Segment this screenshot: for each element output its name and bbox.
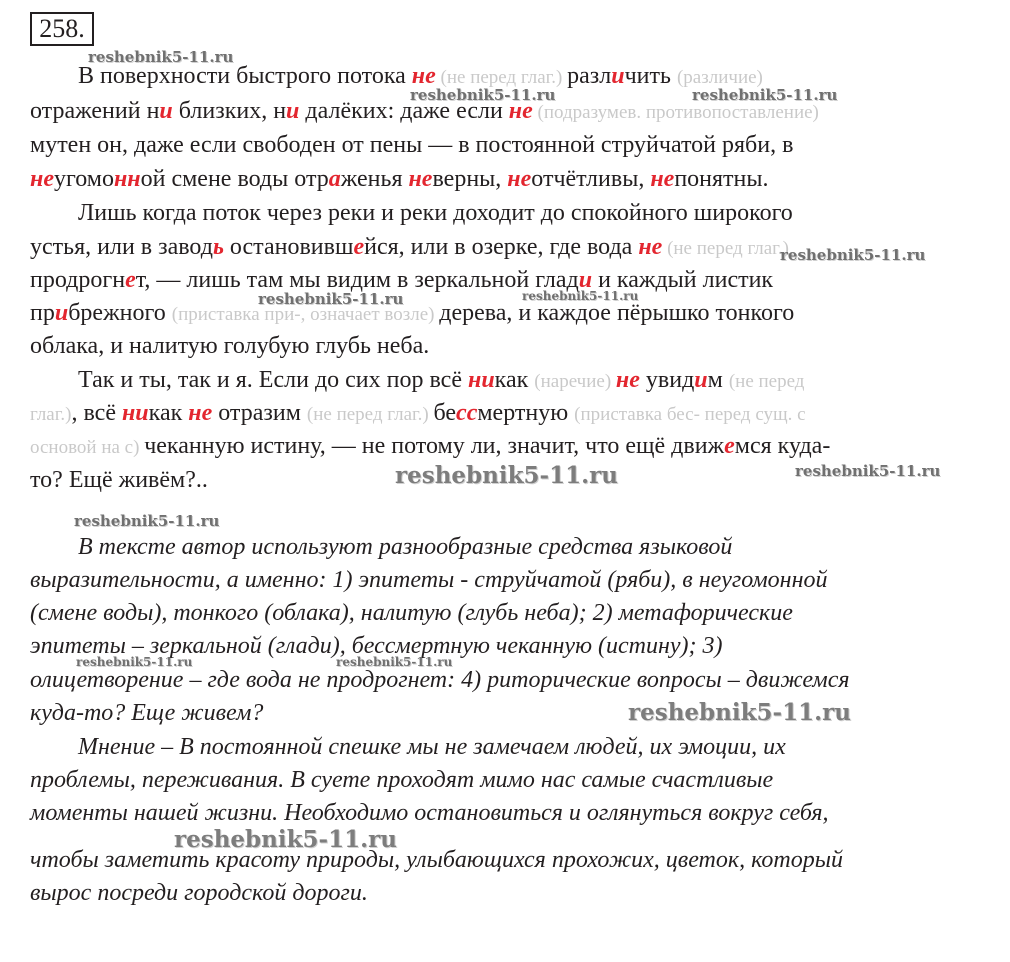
watermark: reshebnik5-11.ru — [395, 462, 618, 489]
answer-line: эпитеты – зеркальной (глади), бессмертную чеканную (истину); 3) — [30, 633, 723, 659]
text-line-12: основой на с) чеканную истину, — не потому ли, значит, что ещё движемся куда- — [30, 433, 831, 459]
watermark: reshebnik5-11.ru — [628, 699, 851, 726]
watermark: reshebnik5-11.ru — [174, 826, 397, 853]
text-line-6: устья, или в заводь остановившейся, или в озерке, где вода не (не перед глаг.) — [30, 234, 789, 260]
watermark: reshebnik5-11.ru — [522, 289, 639, 303]
watermark: reshebnik5-11.ru — [780, 246, 926, 264]
text-line-13: то? Ещё живём?.. — [30, 467, 208, 493]
answer-line: (смене воды), тонкого (облака), налитую (глубь неба); 2) метафорические — [30, 600, 793, 626]
watermark: reshebnik5-11.ru — [74, 512, 220, 530]
opinion-line: вырос посреди городской дороги. — [30, 880, 368, 906]
text-line-1: В поверхности быстрого потока не (не перед глаг.) различить (различие) — [78, 63, 763, 89]
text-line-11: глаг.), всё никак не отразим (не перед глаг.) бессмертную (приставка бес- перед сущ. с — [30, 400, 806, 426]
text-line-8: прибрежного (приставка при-, означает возле) дерева, и каждое пёрышко тонкого — [30, 300, 795, 326]
opinion-line: проблемы, переживания. В суете проходят мимо нас самые счастливые — [30, 767, 774, 793]
watermark: reshebnik5-11.ru — [795, 462, 941, 480]
answer-line: олицетворение – где вода не продрогнет: 4) риторические вопросы – движемся — [30, 667, 850, 693]
watermark: reshebnik5-11.ru — [336, 655, 453, 669]
answer-line: выразительности, а именно: 1) эпитеты - струйчатой (ряби), в неугомонной — [30, 567, 828, 593]
text-line-3: мутен он, даже если свободен от пены — в постоянной струйчатой ряби, в — [30, 132, 794, 158]
text-line-5: Лишь когда поток через реки и реки доходит до спокойного широкого — [78, 200, 793, 226]
text-line-4: неугомонной смене воды отраженья неверны, неотчётливы, непонятны. — [30, 166, 769, 192]
opinion-line: чтобы заметить красоту природы, улыбающихся прохожих, цветок, который — [30, 847, 843, 873]
watermark: reshebnik5-11.ru — [410, 86, 556, 104]
answer-line: В тексте автор используют разнообразные средства языковой — [78, 534, 733, 560]
watermark: reshebnik5-11.ru — [76, 655, 193, 669]
opinion-line: моменты нашей жизни. Необходимо остановиться и оглянуться вокруг себя, — [30, 800, 829, 826]
watermark: reshebnik5-11.ru — [692, 86, 838, 104]
text-line-9: облака, и налитую голубую глубь неба. — [30, 333, 430, 359]
watermark: reshebnik5-11.ru — [88, 48, 234, 66]
exercise-number: 258. — [30, 12, 94, 46]
text-line-10: Так и ты, так и я. Если до сих пор всё никак (наречие) не увидим (не перед — [78, 367, 805, 393]
answer-line: куда-то? Еще живем? — [30, 700, 264, 726]
text-line-2: отражений ни близких, ни далёких: даже если не (подразумев. противопоставление) — [30, 98, 819, 124]
opinion-line: Мнение – В постоянной спешке мы не замечаем людей, их эмоции, их — [78, 734, 786, 760]
text-line-7: продрогнет, — лишь там мы видим в зеркальной глади и каждый листик — [30, 267, 774, 293]
watermark: reshebnik5-11.ru — [258, 290, 404, 308]
